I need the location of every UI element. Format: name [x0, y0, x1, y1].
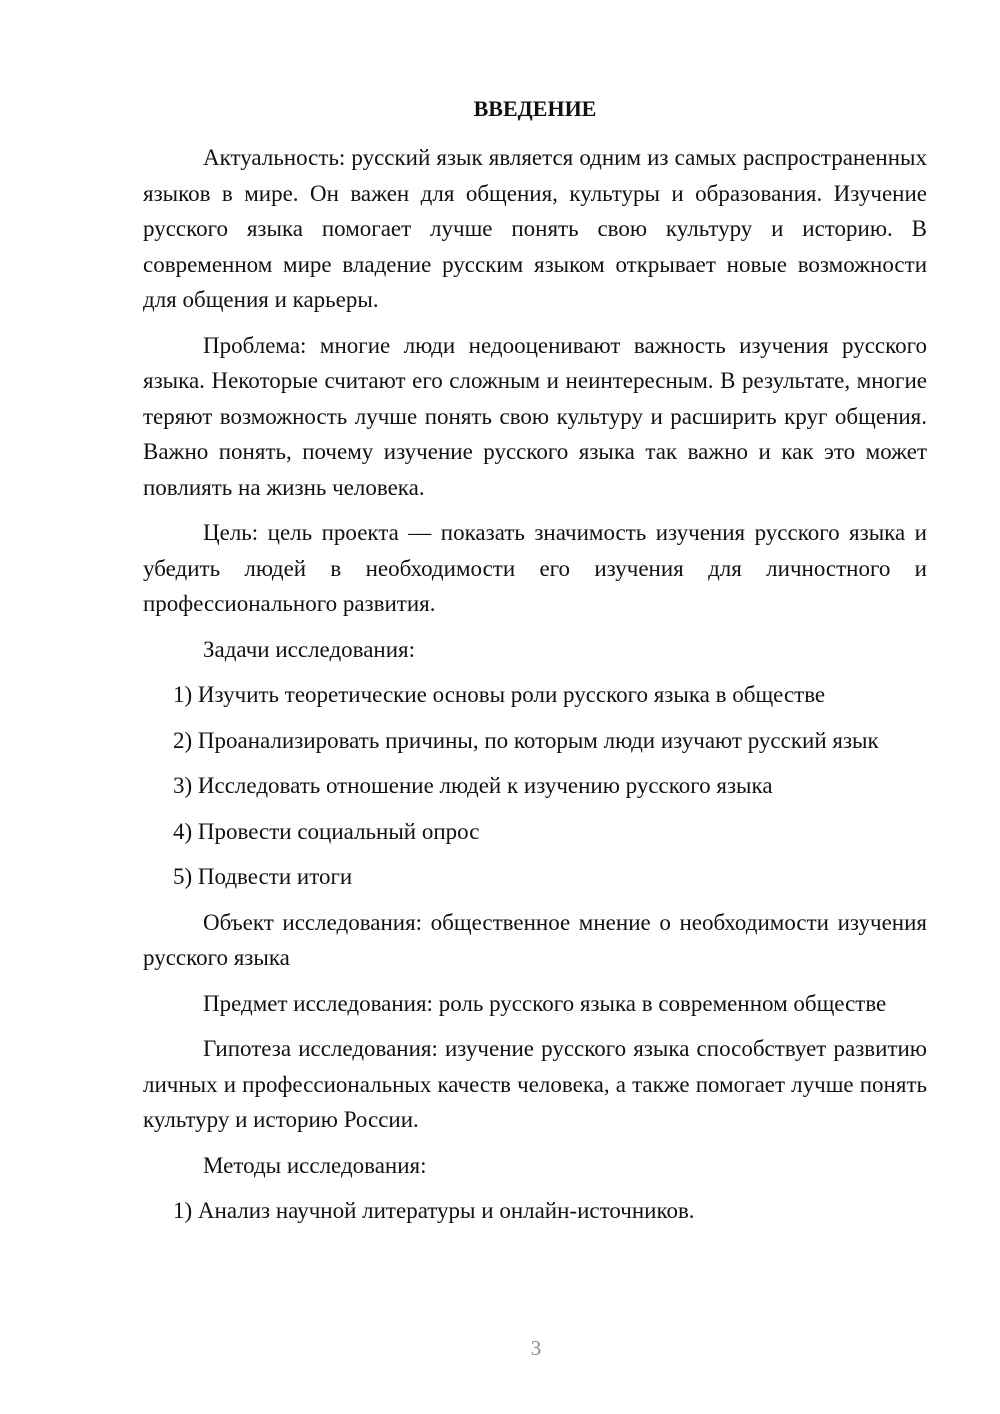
- relevance-paragraph: Актуальность: русский язык является одним из самых распространенных языков в мире. Он важен для общения, культуры и образования. Изучение русского языка помогает лучше понять свою культуру и историю. В современном мире владение русским языком открывает новые возможности для общения и карьеры.: [143, 145, 927, 312]
- task-item: 4) Провести социальный опрос: [173, 818, 480, 844]
- method-item: 1) Анализ научной литературы и онлайн-источников.: [173, 1198, 695, 1223]
- task-item: 2) Проанализировать причины, по которым люди изучают русский язык: [173, 727, 879, 753]
- tasks-title: Задачи исследования:: [203, 636, 416, 662]
- goal-paragraph: Цель: цель проекта — показать значимость изучения русского языка и убедить людей в необходимости его изучения для личностного и профессионального развития.: [143, 520, 927, 616]
- methods-title: Методы исследования:: [203, 1152, 427, 1178]
- task-item: 5) Подвести итоги: [173, 864, 353, 889]
- task-item: 1) Изучить теоретические основы роли русского языка в обществе: [173, 682, 826, 707]
- hypothesis-paragraph: Гипотеза исследования: изучение русского языка способствует развитию личных и профессиональных качеств человека, а также помогает лучше понять культуру и историю России.: [143, 1036, 927, 1132]
- subject-paragraph: Предмет исследования: роль русского языка в современном обществе: [203, 990, 887, 1016]
- page-number: 3: [530, 1336, 542, 1360]
- page-body: [143, 94, 927, 1239]
- object-paragraph: Объект исследования: общественное мнение о необходимости изучения русского языка: [143, 909, 927, 970]
- task-item: 3) Исследовать отношение людей к изучению русского языка: [173, 773, 773, 798]
- problem-paragraph: Проблема: многие люди недооценивают важность изучения русского языка. Некоторые считают его сложным и неинтересным. В результате, многие теряют возможность лучше понять свою культуру и расширить круг общения. Важно понять, почему изучение русского языка так важно и как это может повлиять на жизнь человека.: [143, 332, 927, 500]
- section-heading: ВВЕДЕНИЕ: [473, 96, 597, 121]
